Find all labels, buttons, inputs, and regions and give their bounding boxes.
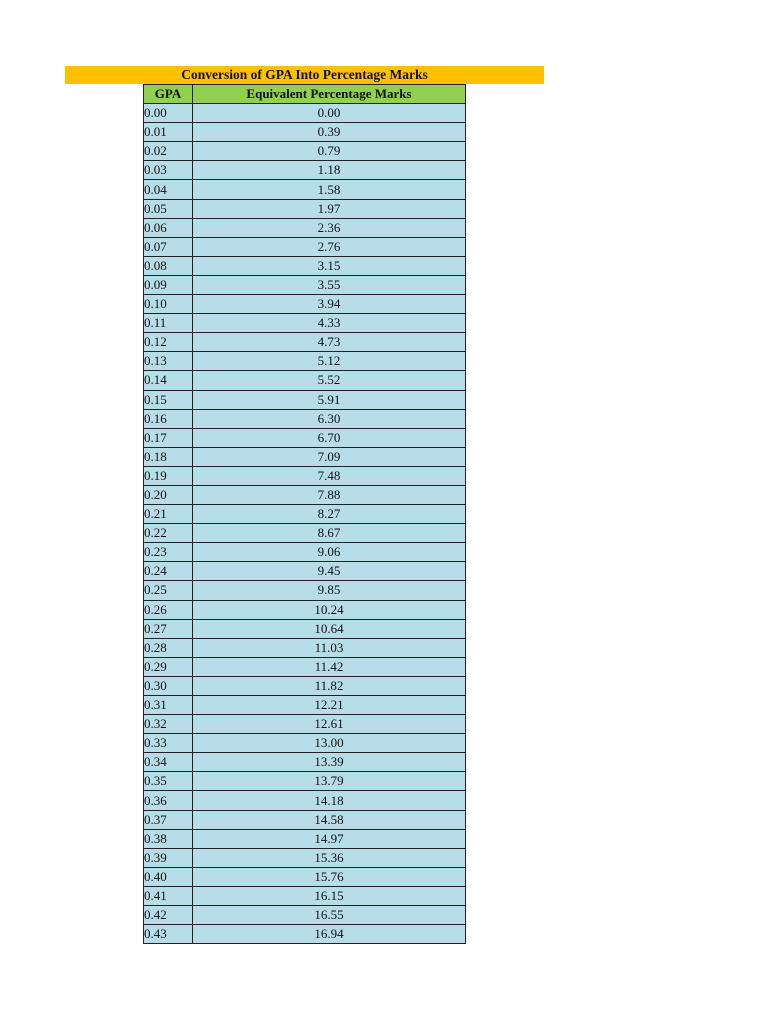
gpa-cell: 0.15 bbox=[144, 390, 193, 409]
gpa-cell: 0.13 bbox=[144, 352, 193, 371]
gpa-cell: 0.25 bbox=[144, 581, 193, 600]
table-row bbox=[144, 734, 466, 753]
percentage-cell: 5.12 bbox=[193, 352, 466, 371]
table-row bbox=[144, 829, 466, 848]
gpa-cell: 0.24 bbox=[144, 562, 193, 581]
gpa-cell: 0.35 bbox=[144, 772, 193, 791]
percentage-column-header: Equivalent Percentage Marks bbox=[193, 85, 466, 104]
percentage-cell: 7.88 bbox=[193, 485, 466, 504]
table-row bbox=[144, 295, 466, 314]
gpa-cell: 0.11 bbox=[144, 314, 193, 333]
gpa-cell: 0.42 bbox=[144, 906, 193, 925]
gpa-cell: 0.02 bbox=[144, 142, 193, 161]
table-row bbox=[144, 275, 466, 294]
table-row bbox=[144, 447, 466, 466]
percentage-cell: 7.48 bbox=[193, 466, 466, 485]
table-row bbox=[144, 676, 466, 695]
percentage-cell: 0.00 bbox=[193, 104, 466, 123]
table-row bbox=[144, 199, 466, 218]
table-row bbox=[144, 657, 466, 676]
table-row bbox=[144, 791, 466, 810]
percentage-cell: 13.00 bbox=[193, 734, 466, 753]
percentage-cell: 6.70 bbox=[193, 428, 466, 447]
table-row bbox=[144, 696, 466, 715]
gpa-cell: 0.09 bbox=[144, 275, 193, 294]
table-row bbox=[144, 638, 466, 657]
gpa-cell: 0.14 bbox=[144, 371, 193, 390]
percentage-cell: 9.45 bbox=[193, 562, 466, 581]
percentage-cell: 10.24 bbox=[193, 600, 466, 619]
percentage-cell: 9.85 bbox=[193, 581, 466, 600]
gpa-cell: 0.18 bbox=[144, 447, 193, 466]
gpa-cell: 0.39 bbox=[144, 848, 193, 867]
table-row bbox=[144, 180, 466, 199]
gpa-cell: 0.03 bbox=[144, 161, 193, 180]
table-row bbox=[144, 581, 466, 600]
table-row bbox=[144, 562, 466, 581]
table-row bbox=[144, 753, 466, 772]
gpa-cell: 0.16 bbox=[144, 409, 193, 428]
table-row bbox=[144, 428, 466, 447]
table-row bbox=[144, 256, 466, 275]
percentage-cell: 1.58 bbox=[193, 180, 466, 199]
percentage-cell: 7.09 bbox=[193, 447, 466, 466]
percentage-cell: 1.97 bbox=[193, 199, 466, 218]
table-row bbox=[144, 218, 466, 237]
gpa-cell: 0.27 bbox=[144, 619, 193, 638]
table-row bbox=[144, 352, 466, 371]
gpa-cell: 0.43 bbox=[144, 925, 193, 944]
percentage-cell: 11.42 bbox=[193, 657, 466, 676]
table-row bbox=[144, 142, 466, 161]
gpa-cell: 0.04 bbox=[144, 180, 193, 199]
gpa-cell: 0.37 bbox=[144, 810, 193, 829]
table-row bbox=[144, 237, 466, 256]
percentage-cell: 12.61 bbox=[193, 715, 466, 734]
gpa-cell: 0.41 bbox=[144, 886, 193, 905]
percentage-cell: 2.36 bbox=[193, 218, 466, 237]
gpa-cell: 0.23 bbox=[144, 543, 193, 562]
percentage-cell: 6.30 bbox=[193, 409, 466, 428]
percentage-cell: 5.91 bbox=[193, 390, 466, 409]
gpa-cell: 0.06 bbox=[144, 218, 193, 237]
table-row bbox=[144, 104, 466, 123]
table-row bbox=[144, 619, 466, 638]
table-row bbox=[144, 314, 466, 333]
percentage-cell: 14.18 bbox=[193, 791, 466, 810]
percentage-cell: 0.79 bbox=[193, 142, 466, 161]
table-row bbox=[144, 161, 466, 180]
gpa-cell: 0.30 bbox=[144, 676, 193, 695]
gpa-cell: 0.40 bbox=[144, 867, 193, 886]
table-row bbox=[144, 371, 466, 390]
gpa-cell: 0.34 bbox=[144, 753, 193, 772]
table-row bbox=[144, 409, 466, 428]
gpa-cell: 0.28 bbox=[144, 638, 193, 657]
table-row bbox=[144, 772, 466, 791]
gpa-cell: 0.21 bbox=[144, 505, 193, 524]
table-row bbox=[144, 925, 466, 944]
percentage-cell: 8.67 bbox=[193, 524, 466, 543]
table-row bbox=[144, 810, 466, 829]
gpa-cell: 0.32 bbox=[144, 715, 193, 734]
percentage-cell: 3.94 bbox=[193, 295, 466, 314]
gpa-cell: 0.19 bbox=[144, 466, 193, 485]
table-row bbox=[144, 867, 466, 886]
gpa-cell: 0.38 bbox=[144, 829, 193, 848]
percentage-cell: 13.39 bbox=[193, 753, 466, 772]
table-row bbox=[144, 543, 466, 562]
table-row bbox=[144, 123, 466, 142]
gpa-cell: 0.05 bbox=[144, 199, 193, 218]
percentage-cell: 3.55 bbox=[193, 275, 466, 294]
percentage-cell: 16.15 bbox=[193, 886, 466, 905]
header-row bbox=[144, 85, 466, 104]
gpa-column-header: GPA bbox=[144, 85, 193, 104]
percentage-cell: 16.94 bbox=[193, 925, 466, 944]
percentage-cell: 15.76 bbox=[193, 867, 466, 886]
percentage-cell: 1.18 bbox=[193, 161, 466, 180]
table-row bbox=[144, 848, 466, 867]
table-row bbox=[144, 485, 466, 504]
gpa-cell: 0.22 bbox=[144, 524, 193, 543]
gpa-cell: 0.33 bbox=[144, 734, 193, 753]
gpa-cell: 0.26 bbox=[144, 600, 193, 619]
table-row bbox=[144, 505, 466, 524]
document-title: Conversion of GPA Into Percentage Marks bbox=[65, 66, 544, 84]
gpa-cell: 0.10 bbox=[144, 295, 193, 314]
percentage-cell: 14.58 bbox=[193, 810, 466, 829]
percentage-cell: 5.52 bbox=[193, 371, 466, 390]
table-row bbox=[144, 333, 466, 352]
percentage-cell: 11.82 bbox=[193, 676, 466, 695]
table-row bbox=[144, 715, 466, 734]
gpa-cell: 0.36 bbox=[144, 791, 193, 810]
gpa-cell: 0.07 bbox=[144, 237, 193, 256]
table-row bbox=[144, 466, 466, 485]
percentage-cell: 0.39 bbox=[193, 123, 466, 142]
table-row bbox=[144, 390, 466, 409]
table-row bbox=[144, 600, 466, 619]
percentage-cell: 11.03 bbox=[193, 638, 466, 657]
percentage-cell: 3.15 bbox=[193, 256, 466, 275]
table-row bbox=[144, 524, 466, 543]
percentage-cell: 4.73 bbox=[193, 333, 466, 352]
table-row bbox=[144, 886, 466, 905]
percentage-cell: 8.27 bbox=[193, 505, 466, 524]
gpa-conversion-table bbox=[143, 84, 466, 944]
percentage-cell: 15.36 bbox=[193, 848, 466, 867]
gpa-cell: 0.17 bbox=[144, 428, 193, 447]
percentage-cell: 14.97 bbox=[193, 829, 466, 848]
percentage-cell: 12.21 bbox=[193, 696, 466, 715]
gpa-cell: 0.00 bbox=[144, 104, 193, 123]
percentage-cell: 2.76 bbox=[193, 237, 466, 256]
gpa-cell: 0.12 bbox=[144, 333, 193, 352]
percentage-cell: 16.55 bbox=[193, 906, 466, 925]
percentage-cell: 4.33 bbox=[193, 314, 466, 333]
gpa-cell: 0.29 bbox=[144, 657, 193, 676]
table-row bbox=[144, 906, 466, 925]
percentage-cell: 10.64 bbox=[193, 619, 466, 638]
gpa-cell: 0.08 bbox=[144, 256, 193, 275]
gpa-cell: 0.20 bbox=[144, 485, 193, 504]
percentage-cell: 9.06 bbox=[193, 543, 466, 562]
gpa-cell: 0.31 bbox=[144, 696, 193, 715]
gpa-cell: 0.01 bbox=[144, 123, 193, 142]
percentage-cell: 13.79 bbox=[193, 772, 466, 791]
